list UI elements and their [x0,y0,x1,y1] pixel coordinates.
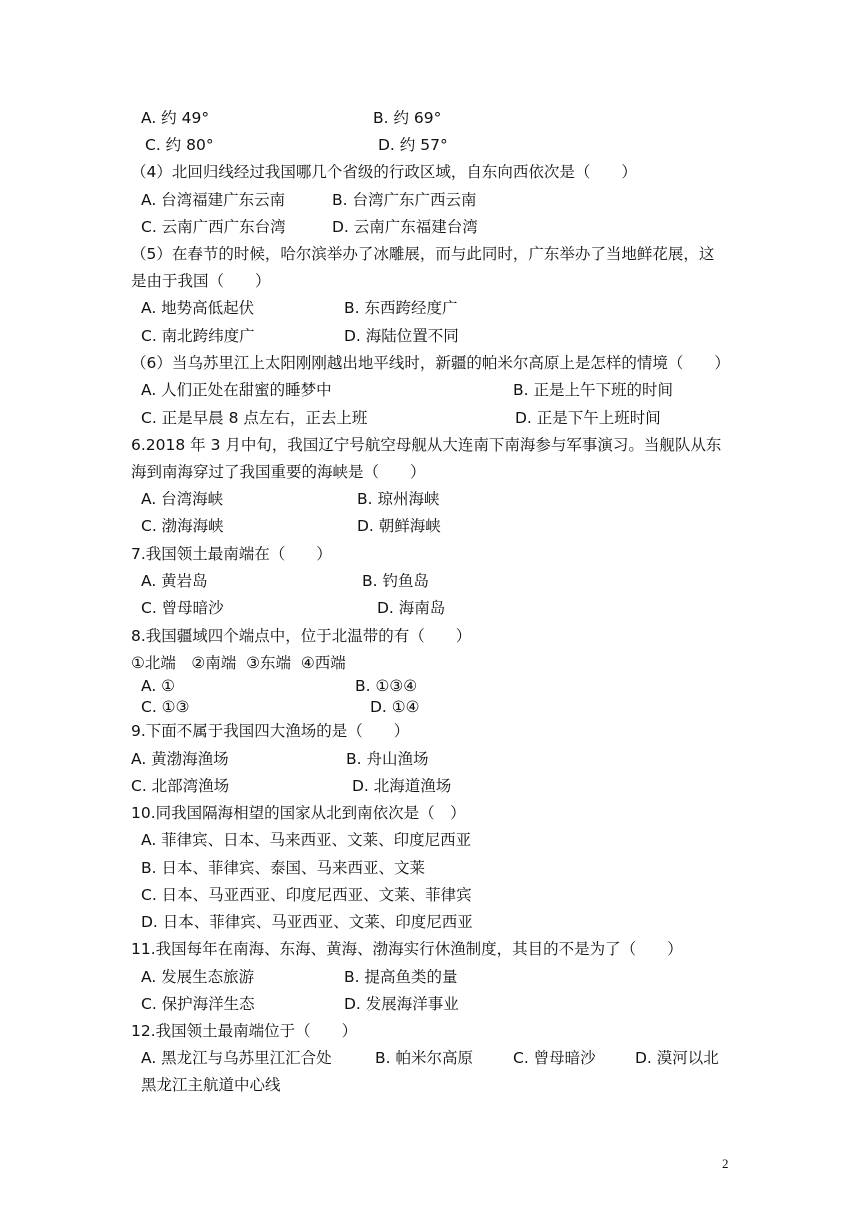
q3-option-b: B. 约 69° [373,109,442,127]
page-number: 2 [722,1156,729,1171]
q8-option-a: A. ① [141,677,176,695]
q9-option-d: D. 北海道渔场 [352,777,452,795]
q8-stem: 8.我国疆域四个端点中，位于北温带的有（ ） [131,627,472,645]
q11-option-d: D. 发展海洋事业 [344,995,459,1013]
q10-option-a: A. 菲律宾、日本、马来西亚、文莱、印度尼西亚 [141,831,472,849]
q12-option-a: A. 黑龙江与乌苏里江汇合处 [141,1049,332,1067]
q5-option-b: B. 东西跨经度广 [344,299,458,317]
q9-option-a: A. 黄渤海渔场 [131,750,229,768]
q5-option-c: C. 南北跨纬度广 [141,327,255,345]
q10-option-c: C. 日本、马亚西亚、印度尼西亚、文莱、菲律宾 [141,886,472,904]
q9-stem: 9.下面不属于我国四大渔场的是（ ） [131,722,410,740]
q7-option-d: D. 海南岛 [377,599,446,617]
q11-option-a: A. 发展生态旅游 [141,968,255,986]
q8-items: ①北端 ②南端 ③东端 ④西端 [131,654,346,672]
q12-option-b: B. 帕米尔高原 [375,1049,473,1067]
q9-option-b: B. 舟山渔场 [346,750,429,768]
q8-option-b: B. ①③④ [355,677,418,695]
q6-option-d: D. 朝鲜海峡 [357,517,441,535]
q8-option-c: C. ①③ [141,698,190,716]
q6-option-b: B. 琼州海峡 [357,490,440,508]
q7-option-b: B. 钓鱼岛 [362,572,429,590]
q6sub-option-a: A. 人们正处在甜蜜的睡梦中 [141,381,332,399]
q6sub-option-c: C. 正是早晨 8 点左右，正去上班 [141,409,368,427]
q3-option-a: A. 约 49° [141,109,210,127]
q5-option-a: A. 地势高低起伏 [141,299,255,317]
q12-option-d: D. 漠河以北 [635,1049,719,1067]
q12-stem: 12.我国领土最南端位于（ ） [131,1022,358,1040]
q6sub-option-b: B. 正是上午下班的时间 [513,381,673,399]
q8-option-d: D. ①④ [370,698,420,716]
q11-option-b: B. 提高鱼类的量 [344,968,458,986]
q4-option-a: A. 台湾福建广东云南 [141,191,286,209]
q10-option-b: B. 日本、菲律宾、泰国、马来西亚、文莱 [141,859,425,877]
q6-option-a: A. 台湾海峡 [141,490,224,508]
q12-option-d-continuation: 黑龙江主航道中心线 [141,1076,281,1094]
q7-option-a: A. 黄岩岛 [141,572,208,590]
q6sub-stem: （6）当乌苏里江上太阳刚刚越出地平线时，新疆的帕米尔高原上是怎样的情境（ ） [131,354,730,372]
q5-stem-line1: （5）在春节的时候，哈尔滨举办了冰雕展，而与此同时，广东举办了当地鲜花展，这 [131,245,715,263]
q9-option-c: C. 北部湾渔场 [131,777,230,795]
q4-option-b: B. 台湾广东广西云南 [332,191,477,209]
q10-option-d: D. 日本、菲律宾、马亚西亚、文莱、印度尼西亚 [141,913,473,931]
q5-stem-line2: 是由于我国（ ） [131,272,271,290]
q4-option-d: D. 云南广东福建台湾 [332,218,478,236]
q6-stem-line2: 海到南海穿过了我国重要的海峡是（ ） [131,463,426,481]
q3-option-c: C. 约 80° [145,136,214,154]
q3-option-d: D. 约 57° [378,136,448,154]
q6-option-c: C. 渤海海峡 [141,517,224,535]
q4-option-c: C. 云南广西广东台湾 [141,218,286,236]
q6sub-option-d: D. 正是下午上班时间 [515,409,661,427]
q7-option-c: C. 曾母暗沙 [141,599,224,617]
q11-stem: 11.我国每年在南海、东海、黄海、渤海实行休渔制度，其目的不是为了（ ） [131,940,683,958]
q4-stem: （4）北回归线经过我国哪几个省级的行政区域，自东向西依次是（ ） [131,163,637,181]
q5-option-d: D. 海陆位置不同 [344,327,459,345]
q6-stem-line1: 6.2018 年 3 月中旬，我国辽宁号航空母舰从大连南下南海参与军事演习。当舰队从东 [131,436,722,454]
q12-option-c: C. 曾母暗沙 [513,1049,596,1067]
q11-option-c: C. 保护海洋生态 [141,995,255,1013]
q7-stem: 7.我国领土最南端在（ ） [131,545,332,563]
q10-stem: 10.同我国隔海相望的国家从北到南依次是（ ） [131,804,466,822]
